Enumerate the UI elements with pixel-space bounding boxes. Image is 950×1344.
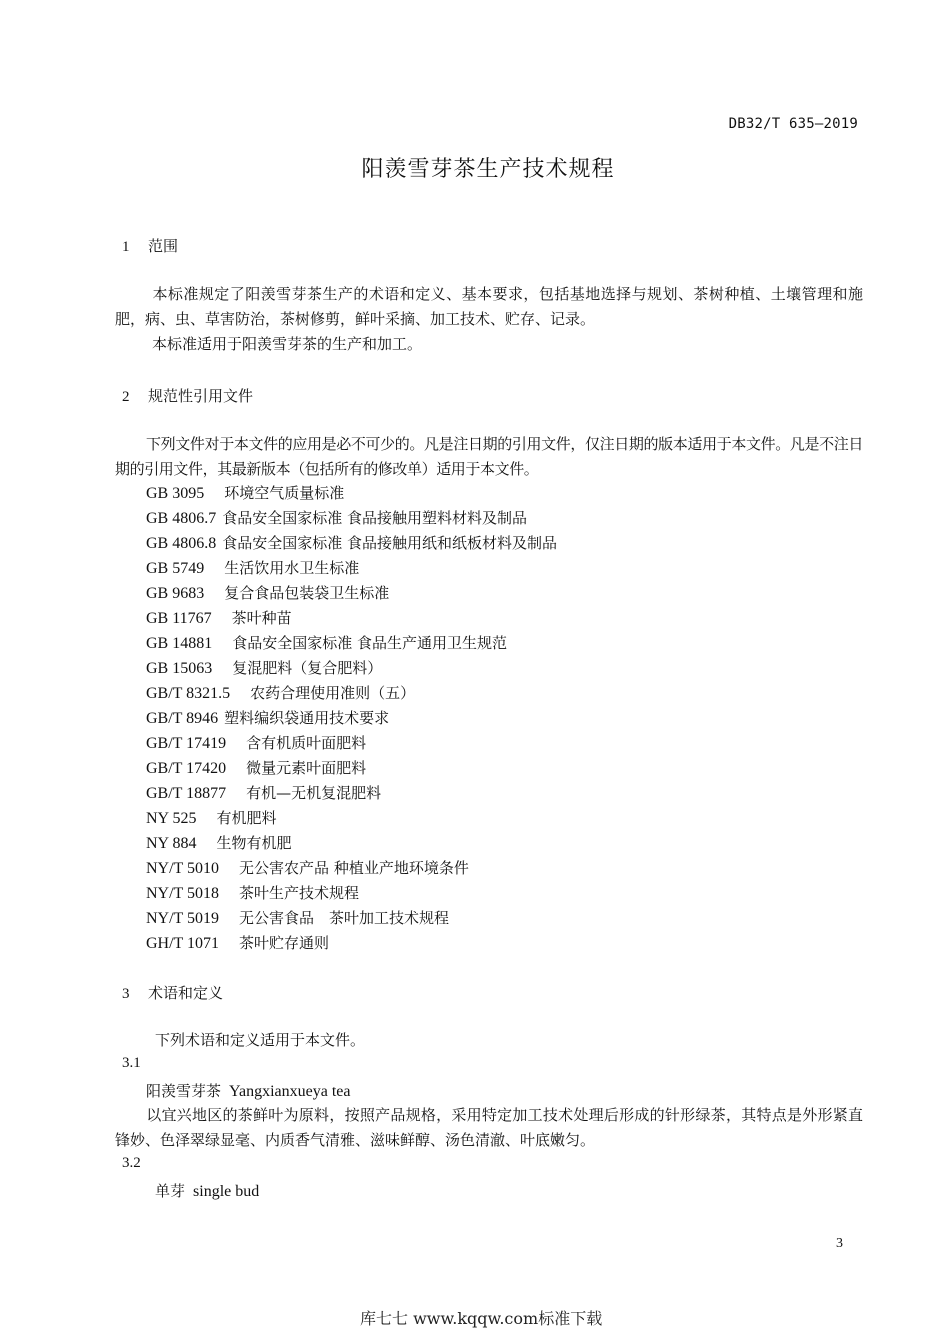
reference-title: 农药合理使用准则（五） bbox=[250, 684, 416, 702]
reference-code: NY 525 bbox=[146, 810, 197, 827]
term-number: 3.2 bbox=[122, 1155, 141, 1171]
section-title: 术语和定义 bbox=[148, 984, 224, 1002]
term-english: Yangxianxueya tea bbox=[229, 1083, 351, 1100]
reference-item bbox=[146, 632, 507, 653]
section-1-paragraph-2 bbox=[115, 332, 863, 357]
reference-code: GB 14881 bbox=[146, 635, 213, 652]
reference-code: GB 15063 bbox=[146, 660, 213, 677]
reference-item bbox=[146, 832, 292, 853]
paragraph-text: 以宜兴地区的茶鲜叶为原料，按照产品规格，采用特定加工技术处理后形成的针形绿茶，其特点是外形紧直锋妙、色泽翠绿显毫、内质香气清雅、滋味鲜醇、汤色清澈、叶底嫩匀。 bbox=[115, 1106, 863, 1149]
reference-title: 环境空气质量标准 bbox=[224, 484, 345, 502]
reference-code: NY/T 5019 bbox=[146, 910, 220, 927]
reference-code: GB 4806.7 bbox=[146, 510, 217, 527]
reference-code: GB/T 8321.5 bbox=[146, 685, 231, 702]
reference-title: 生物有机肥 bbox=[216, 834, 292, 852]
reference-code: GB 5749 bbox=[146, 560, 205, 577]
reference-title: 生活饮用水卫生标准 bbox=[224, 559, 360, 577]
reference-title: 有机肥料 bbox=[216, 809, 277, 827]
reference-code: GB 9683 bbox=[146, 585, 205, 602]
reference-item bbox=[146, 707, 389, 728]
reference-code: NY 884 bbox=[146, 835, 197, 852]
reference-title: 有机—无机复混肥料 bbox=[246, 784, 382, 802]
paragraph-text: 本标准规定了阳羡雪芽茶生产的术语和定义、基本要求，包括基地选择与规划、茶树种植、土壤管理和施肥，病、虫、草害防治，茶树修剪，鲜叶采摘、加工技术、贮存、记录。 bbox=[115, 285, 863, 328]
section-title: 规范性引用文件 bbox=[148, 387, 254, 405]
reference-title: 复合食品包装袋卫生标准 bbox=[224, 584, 390, 602]
section-number: 1 bbox=[122, 239, 130, 255]
reference-code: GB 11767 bbox=[146, 610, 212, 627]
reference-title: 复混肥料（复合肥料） bbox=[232, 659, 383, 677]
reference-title: 茶叶贮存通则 bbox=[239, 934, 330, 952]
section-1-paragraph-1 bbox=[115, 282, 863, 332]
reference-item bbox=[146, 757, 366, 778]
term-definition bbox=[115, 1103, 863, 1153]
reference-title: 食品安全国家标准 食品接触用塑料材料及制品 bbox=[222, 509, 528, 527]
reference-item bbox=[146, 557, 359, 578]
section-3-heading bbox=[122, 982, 223, 1003]
reference-code: GH/T 1071 bbox=[146, 935, 220, 952]
reference-item bbox=[146, 732, 366, 753]
reference-title: 食品安全国家标准 食品生产通用卫生规范 bbox=[232, 634, 508, 652]
reference-item bbox=[146, 607, 292, 628]
reference-title: 茶叶种苗 bbox=[231, 609, 292, 627]
reference-code: GB/T 18877 bbox=[146, 785, 227, 802]
term-number: 3.1 bbox=[122, 1055, 141, 1071]
section-3-intro: 下列术语和定义适用于本文件。 bbox=[155, 1031, 366, 1049]
term-heading bbox=[155, 1180, 259, 1201]
page-number: 3 bbox=[836, 1236, 843, 1251]
term-heading bbox=[146, 1080, 350, 1101]
reference-item bbox=[146, 857, 469, 878]
section-1-heading bbox=[122, 235, 178, 256]
reference-title: 微量元素叶面肥料 bbox=[246, 759, 367, 777]
reference-item bbox=[146, 882, 359, 903]
reference-title: 无公害农产品 种植业产地环境条件 bbox=[239, 859, 469, 877]
section-title: 范围 bbox=[148, 237, 179, 255]
reference-code: NY/T 5010 bbox=[146, 860, 220, 877]
reference-item bbox=[146, 482, 344, 503]
reference-code: GB 3095 bbox=[146, 485, 205, 502]
standard-number: DB32/T 635—2019 bbox=[728, 116, 858, 132]
reference-item bbox=[146, 807, 277, 828]
reference-code: NY/T 5018 bbox=[146, 885, 220, 902]
reference-item bbox=[146, 682, 415, 703]
reference-code: GB/T 17419 bbox=[146, 735, 227, 752]
reference-item bbox=[146, 657, 382, 678]
reference-item bbox=[146, 907, 449, 928]
reference-title: 无公害食品 茶叶加工技术规程 bbox=[239, 909, 450, 927]
paragraph-text: 下列文件对于本文件的应用是必不可少的。凡是注日期的引用文件，仅注日期的版本适用于本文件。凡是不注日期的引用文件，其最新版本（包括所有的修改单）适用于本文件。 bbox=[115, 435, 863, 478]
section-number: 3 bbox=[122, 986, 130, 1002]
term-chinese: 阳羡雪芽茶 bbox=[146, 1082, 222, 1100]
reference-title: 食品安全国家标准 食品接触用纸和纸板材料及制品 bbox=[222, 534, 558, 552]
reference-item bbox=[146, 507, 527, 528]
reference-item bbox=[146, 782, 381, 803]
footer-watermark: 库七七 www.kqqw.com标准下载 bbox=[360, 1309, 603, 1328]
reference-item bbox=[146, 932, 329, 953]
reference-code: GB/T 17420 bbox=[146, 760, 227, 777]
reference-item bbox=[146, 582, 389, 603]
reference-code: GB 4806.8 bbox=[146, 535, 217, 552]
term-english: single bud bbox=[193, 1183, 260, 1200]
section-2-heading bbox=[122, 385, 253, 406]
reference-item bbox=[146, 532, 557, 553]
reference-title: 茶叶生产技术规程 bbox=[239, 884, 360, 902]
term-chinese: 单芽 bbox=[155, 1182, 186, 1200]
paragraph-text: 本标准适用于阳羡雪芽茶的生产和加工。 bbox=[152, 335, 423, 353]
reference-title: 含有机质叶面肥料 bbox=[246, 734, 367, 752]
section-2-intro bbox=[115, 432, 863, 482]
document-title: 阳羡雪芽茶生产技术规程 bbox=[361, 157, 615, 182]
reference-code: GB/T 8946 bbox=[146, 710, 219, 727]
section-number: 2 bbox=[122, 389, 130, 405]
reference-title: 塑料编织袋通用技术要求 bbox=[224, 709, 390, 727]
